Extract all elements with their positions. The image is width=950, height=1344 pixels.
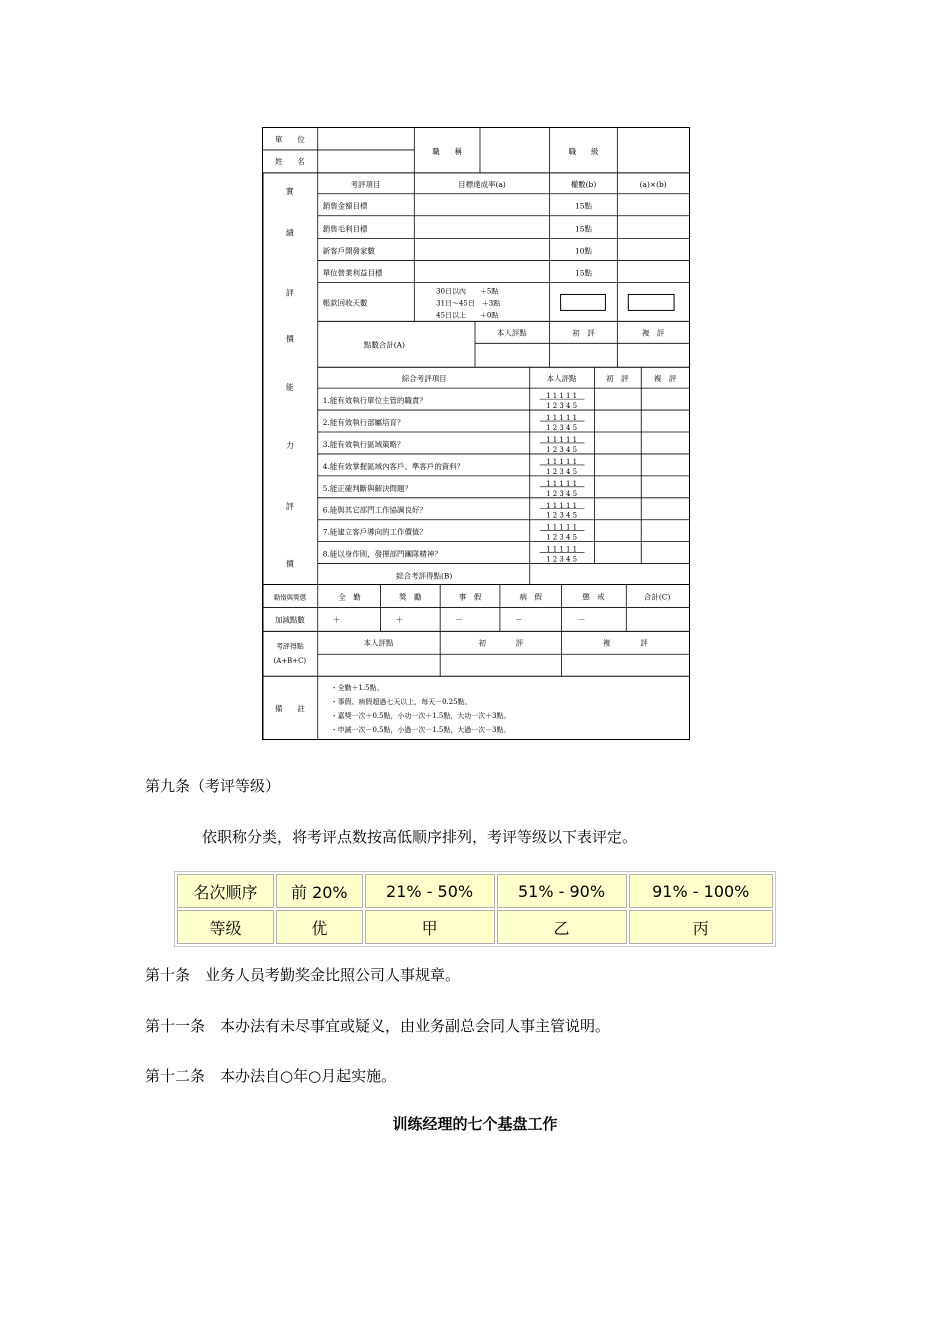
ability-row-label: 7.能建立客戶導向的工作價值？: [322, 527, 427, 537]
final-label-formula: (A+B+C): [273, 657, 307, 666]
perf-header-item: 考評項目: [350, 179, 381, 189]
adjust-val: －: [455, 615, 464, 625]
perf-total-first: 初 評: [572, 328, 595, 338]
collect-input-box[interactable]: [561, 294, 606, 310]
attendance-col: 事 假: [458, 592, 482, 602]
name-label: 姓 名: [274, 156, 305, 166]
article9-title: 第九条（考评等级）: [145, 777, 281, 795]
collect-line: 30日以內 ＋5點: [436, 287, 499, 296]
final-second: 複 評: [602, 638, 648, 648]
ability-scale-top: 1 1 1 1 1: [546, 545, 578, 554]
ability-row-label: 2.能有效執行部屬培育？: [322, 418, 405, 428]
ability-header-item: 綜合考評項目: [401, 374, 447, 384]
attendance-col: 病 假: [519, 592, 542, 602]
perf-total-second: 複 評: [641, 328, 665, 338]
ability-side-label: 評: [285, 501, 294, 511]
attendance-col: 全 勤: [338, 592, 361, 602]
ability-row-label: 4.能有效掌握區域內客戶、準客戶的資料？: [322, 461, 465, 471]
grade-cell: 甲: [365, 910, 495, 944]
perf-side-label: 績: [285, 228, 294, 238]
note-label: 備 註: [274, 704, 305, 714]
perf-row-item: 新客戶開發家數: [322, 246, 375, 256]
note-line: ・全勤＋1.5點。: [330, 684, 384, 693]
collect-item: 帳款回收天數: [322, 298, 368, 308]
ability-scale-top: 1 1 1 1 1: [546, 523, 578, 532]
grade-cell: 前 20%: [276, 874, 363, 908]
ability-scale-bottom: 1 2 3 4 5: [546, 489, 578, 498]
article12: 第十二条 本办法自○年○月起实施。: [145, 1067, 397, 1085]
article9-body: 依职称分类，将考评点数按高低顺序排列，考评等级以下表评定。: [202, 828, 638, 846]
perf-side-label: 實: [285, 186, 294, 196]
adjust-val: －: [514, 615, 523, 625]
perf-side-label: 評: [285, 288, 294, 298]
ability-scale-top: 1 1 1 1 1: [546, 392, 578, 401]
job-level-label: 職 級: [568, 146, 599, 156]
perf-header-rate: 目標達成率(a): [458, 179, 506, 189]
grade-cell: 21% - 50%: [365, 874, 495, 908]
ability-row-label: 3.能有效執行區域策略？: [322, 439, 405, 449]
job-title-label: 職 稱: [432, 146, 463, 156]
perf-total-label: 點數合計(A): [363, 340, 405, 350]
note-line: ・事假、病假超過七天以上，每天－0.25點。: [330, 698, 472, 707]
ability-side-label: 力: [285, 440, 294, 450]
perf-row-weight: 15點: [575, 224, 592, 234]
note-line: ・申誡一次－0.5點，小過一次－1.5點，大過一次－3點。: [330, 726, 511, 735]
ability-scale-bottom: 1 2 3 4 5: [546, 402, 578, 411]
perf-row-weight: 10點: [575, 246, 592, 256]
ability-row-label: 1.能有效執行單位主管的職責？: [322, 396, 427, 406]
ability-scale-bottom: 1 2 3 4 5: [546, 511, 578, 520]
final-label: 考評得點: [275, 642, 304, 651]
attendance-col: 獎 勵: [399, 592, 422, 602]
ability-scale-top: 1 1 1 1 1: [546, 479, 578, 488]
ability-scale-bottom: 1 2 3 4 5: [546, 467, 578, 476]
perf-row-item: 單位營業利益目標: [322, 268, 383, 278]
ability-row-label: 8.能以身作則，發揮部門團隊精神？: [322, 549, 442, 559]
ability-scale-bottom: 1 2 3 4 5: [546, 424, 578, 433]
ability-header-second: 複 評: [653, 374, 677, 384]
perf-row-item: 銷售金額目標: [322, 201, 368, 211]
ability-row-label: 6.能與其它部門工作協調良好？: [322, 505, 427, 515]
adjust-val: ＋: [395, 615, 404, 625]
ability-scale-bottom: 1 2 3 4 5: [546, 555, 578, 564]
section-title: 训练经理的七个基盘工作: [392, 1115, 558, 1133]
perf-row-item: 銷售毛利目標: [322, 224, 368, 234]
grade-cell: 51% - 90%: [497, 874, 627, 908]
perf-header-weight: 權數(b): [570, 179, 597, 189]
attendance-label: 勤惰與獎懲: [273, 593, 307, 602]
article10: 第十条 业务人员考勤奖金比照公司人事规章。: [145, 966, 461, 984]
grade-table-row: [177, 910, 773, 944]
ability-row-label: 5.能正確判斷與解決問題？: [322, 483, 412, 493]
attendance-col: 合計(C): [643, 592, 671, 602]
ability-scale-top: 1 1 1 1 1: [546, 435, 578, 444]
unit-label: 單 位: [274, 134, 305, 144]
final-self: 本人評點: [363, 638, 394, 648]
collect-line: 45日以上 ＋0點: [436, 311, 499, 320]
article11: 第十一条 本办法有未尽事宜或疑义，由业务副总会同人事主管说明。: [145, 1017, 611, 1035]
grade-cell: 乙: [497, 910, 627, 944]
perf-side-label: 價: [285, 334, 294, 344]
ability-scale-top: 1 1 1 1 1: [546, 457, 578, 466]
adjust-val: －: [577, 615, 586, 625]
adjust-val: ＋: [332, 615, 341, 625]
ability-scale-top: 1 1 1 1 1: [546, 414, 578, 423]
grade-cell: 优: [276, 910, 363, 944]
grade-table: [174, 871, 776, 947]
evaluation-form: [262, 127, 690, 740]
adjust-label: 加減點數: [274, 615, 305, 625]
ability-total-label: 綜合考評得點(B): [396, 571, 453, 581]
ability-header-first: 初 評: [606, 374, 629, 384]
perf-total-self: 本人評點: [496, 328, 527, 338]
ability-scale-bottom: 1 2 3 4 5: [546, 533, 578, 542]
perf-row-weight: 15點: [575, 201, 592, 211]
grade-table-header-row: [177, 874, 773, 908]
collect-line: 31日～45日 ＋3點: [436, 299, 501, 308]
grade-cell: 名次顺序: [177, 874, 274, 908]
ability-side-label: 能: [285, 383, 294, 393]
grade-cell: 等级: [177, 910, 274, 944]
grade-cell: 91% - 100%: [629, 874, 774, 908]
collect-product-box[interactable]: [628, 294, 674, 310]
final-first: 初 評: [478, 638, 524, 648]
ability-scale-top: 1 1 1 1 1: [546, 501, 578, 510]
ability-side-label: 價: [285, 559, 294, 569]
attendance-col: 懲 戒: [582, 592, 605, 602]
perf-header-product: (a)×(b): [639, 179, 667, 189]
ability-header-self: 本人評點: [546, 374, 577, 384]
note-line: ・嘉獎一次＋0.5點，小功一次＋1.5點，大功一次＋3點。: [330, 712, 511, 721]
evaluation-form-svg: [263, 128, 689, 739]
ability-scale-bottom: 1 2 3 4 5: [546, 445, 578, 454]
grade-cell: 丙: [629, 910, 774, 944]
perf-row-weight: 15點: [575, 268, 592, 278]
